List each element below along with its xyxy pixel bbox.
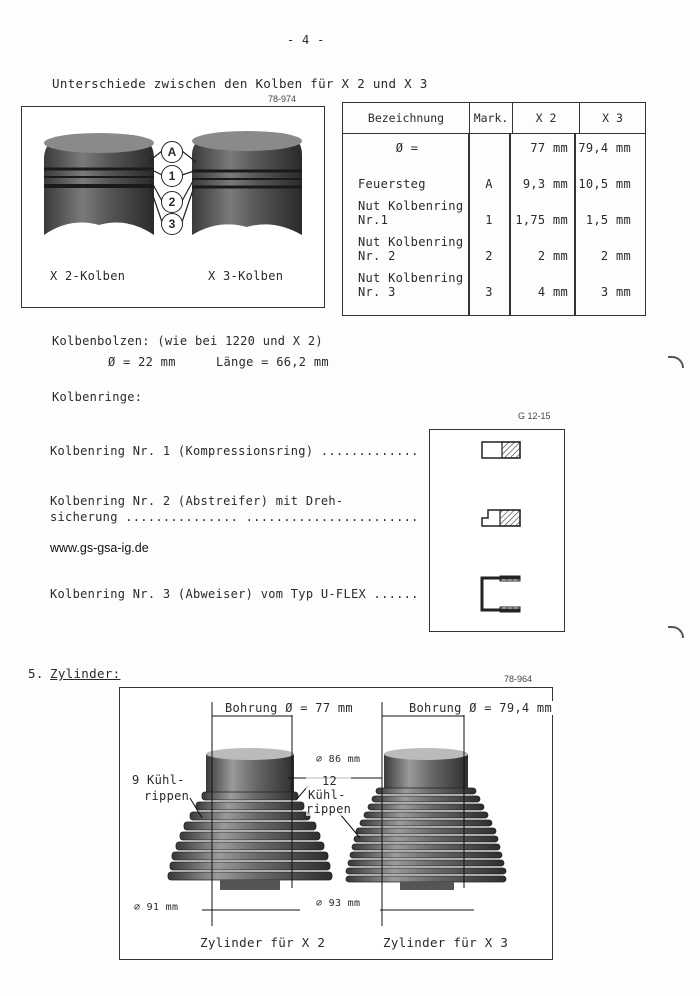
row-feuersteg-x3: 10,5 mm [578, 177, 631, 191]
ring1-profile [482, 442, 520, 458]
fins-x3-line1: 12 [322, 774, 338, 788]
fins-x3-label [306, 774, 351, 816]
row-ring1-name-b: Nr.1 [358, 213, 389, 227]
piston-x3-label: X 3-Kolben [208, 269, 284, 283]
row-feuersteg-mark: A [485, 177, 493, 191]
bore-x3-label: Bohrung Ø = 79,4 mm [406, 701, 555, 715]
header-x2: X 2 [513, 103, 580, 133]
fig1-code: 78-974 [268, 94, 297, 104]
row-feuersteg-name: Feuersteg [358, 177, 426, 191]
kolbenringe-fig-code: G 12-15 [518, 411, 551, 421]
row-diameter-x2: 77 mm [530, 141, 568, 155]
diameter-symbol-icon: ⌀ [316, 898, 329, 909]
kolbenringe-title: Kolbenringe: [52, 390, 143, 404]
kolbenbolzen-length: Länge = 66,2 mm [216, 355, 329, 369]
header-bezeichnung: Bezeichnung [343, 103, 470, 133]
zylinder-fig-code: 78-964 [504, 674, 533, 684]
ring2-profile [482, 510, 520, 526]
dim-86-label [316, 754, 360, 765]
row-diameter-name: Ø = [395, 141, 419, 155]
diameter-symbol-icon: ⌀ [316, 754, 329, 765]
row-diameter-x3: 79,4 mm [578, 141, 631, 155]
ring-profile-illustration [430, 430, 564, 631]
row-ring3-x3: 3 mm [600, 285, 631, 299]
cylinder-x3-label: Zylinder für X 3 [383, 935, 509, 950]
row-ring2-name-a: Nut Kolbenring [358, 235, 464, 249]
row-ring1-name-a: Nut Kolbenring [358, 199, 464, 213]
ring1-text: Kolbenring Nr. 1 (Kompressionsring) ............. [50, 444, 419, 458]
dim-91-label [134, 902, 178, 913]
fins-x2-label [132, 772, 189, 804]
ring3-profile [482, 576, 520, 612]
header-mark: Mark. [470, 103, 513, 133]
dim-93-value: 93 mm [328, 898, 361, 909]
punch-hole-mark-1 [668, 356, 684, 368]
cylinder-figure [119, 687, 553, 960]
dim-86-value: 86 mm [328, 754, 361, 765]
spec-table [343, 103, 645, 134]
bore-x2-label: Bohrung Ø = 77 mm [222, 701, 356, 715]
row-ring1-x3: 1,5 mm [585, 213, 631, 227]
cylinder-x2-label: Zylinder für X 2 [200, 935, 326, 950]
dim-91-value: 91 mm [146, 902, 179, 913]
row-ring3-name-b: Nr. 3 [358, 285, 396, 299]
fins-x2-line2: rippen [144, 789, 190, 803]
piston-figure [21, 106, 325, 308]
row-ring3-x2: 4 mm [537, 285, 568, 299]
row-ring2-x2: 2 mm [537, 249, 568, 263]
cylinder-x3-shape [346, 748, 506, 890]
cylinder-illustration [120, 688, 552, 959]
piston-x2-label: X 2-Kolben [50, 269, 126, 283]
ring2-text-line2: sicherung ............... ....................... [50, 510, 419, 524]
zylinder-section-number: 5. [28, 666, 44, 681]
ring2-text-line1: Kolbenring Nr. 2 (Abstreifer) mit Dreh- [50, 494, 344, 508]
piston-x3-shape [192, 131, 302, 235]
row-ring2-name-b: Nr. 2 [358, 249, 396, 263]
piston-x2-shape [44, 133, 154, 235]
row-ring1-x2: 1,75 mm [515, 213, 568, 227]
fins-x3-line3: rippen [306, 802, 352, 816]
ring-profile-figure [429, 429, 565, 632]
spec-table-frame [342, 102, 646, 316]
marker-2: 2 [161, 191, 183, 213]
pistons-heading: Unterschiede zwischen den Kolben für X 2 und X 3 [52, 76, 428, 91]
row-ring1-mark: 1 [485, 213, 493, 227]
row-feuersteg-x2: 9,3 mm [522, 177, 568, 191]
row-ring3-name-a: Nut Kolbenring [358, 271, 464, 285]
row-ring3-mark: 3 [485, 285, 493, 299]
dim-93-label [316, 898, 360, 909]
fins-x3-line2: Kühl- [308, 788, 346, 802]
cylinder-x2-shape [168, 748, 332, 890]
marker-3: 3 [161, 213, 183, 235]
ring3-text: Kolbenring Nr. 3 (Abweiser) vom Typ U-FLEX ...... [50, 587, 419, 601]
diameter-symbol-icon: ⌀ [134, 902, 147, 913]
header-x3: X 3 [602, 110, 623, 125]
kolbenbolzen-diameter: Ø = 22 mm [108, 355, 176, 369]
page-number: - 4 - [287, 33, 325, 47]
zylinder-title: Zylinder: [50, 666, 121, 681]
row-ring2-x3: 2 mm [600, 249, 631, 263]
fins-x2-line1: 9 Kühl- [132, 773, 185, 787]
marker-1: 1 [161, 165, 183, 187]
row-ring2-mark: 2 [485, 249, 493, 263]
kolbenbolzen-title: Kolbenbolzen: (wie bei 1220 und X 2) [52, 334, 323, 348]
punch-hole-mark-2 [668, 626, 684, 638]
watermark: www.gs-gsa-ig.de [50, 541, 149, 555]
marker-a: A [161, 141, 183, 163]
